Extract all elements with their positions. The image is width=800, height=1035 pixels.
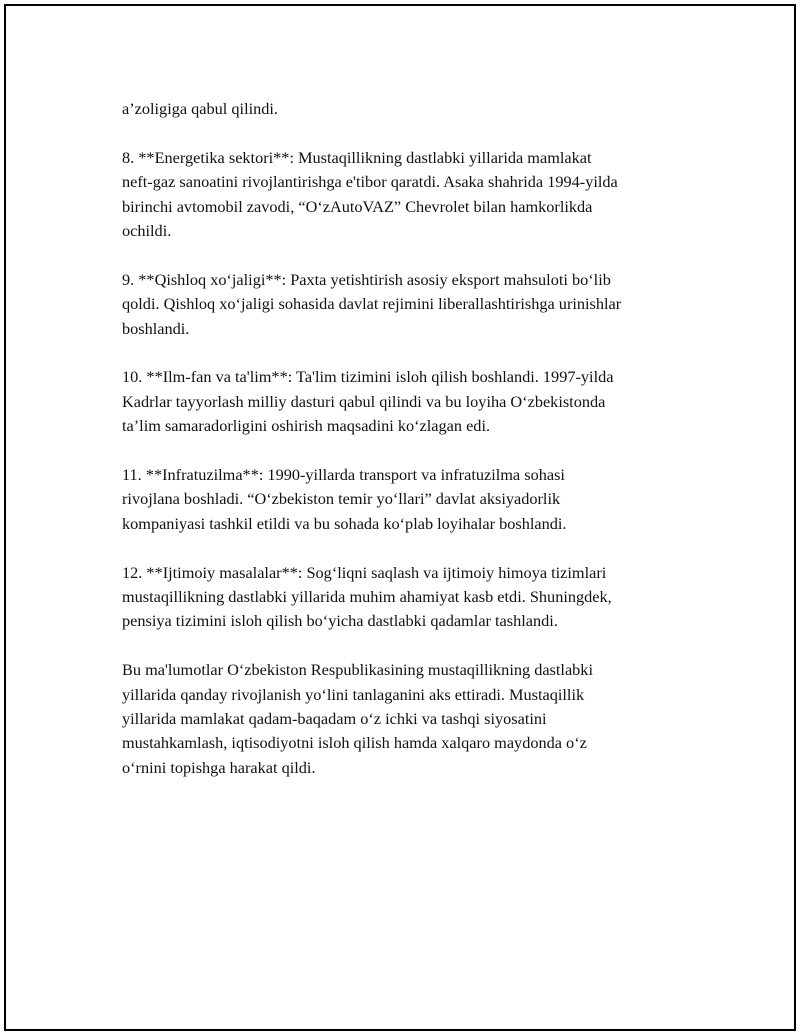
- paragraph-agriculture: 9. **Qishloq xo‘jaligi**: Paxta yetishtirish asosiy eksport mahsuloti bo‘lib qoldi. Qishloq xo‘jaligi sohasida davlat rejimini liberallashtirishga urinishlar boshlandi.: [122, 269, 622, 338]
- paragraph-energy-sector: 8. **Energetika sektori**: Mustaqillikning dastlabki yillarida mamlakat neft-gaz sanoatini rivojlantirishga e'tibor qaratdi. Asaka shahrida 1994-yilda birinchi avtomobil zavodi, “O‘zAutoVAZ” Chevrolet bilan hamkorlikda ochildi.: [122, 147, 618, 241]
- paragraph-social-issues: 12. **Ijtimoiy masalalar**: Sog‘liqni saqlash va ijtimoiy himoya tizimlari mustaqillikning dastlabki yillarida muhim ahamiyat kasb etdi. Shuningdek, pensiya tizimini isloh qilish bo‘yicha dastlabki qadamlar tashlandi.: [122, 562, 612, 631]
- paragraph-science-education: 10. **Ilm-fan va ta'lim**: Ta'lim tizimini isloh qilish boshlandi. 1997-yilda Kadrlar tayyorlash milliy dasturi qabul qilindi va bu loyiha O‘zbekistonda ta’lim samaradorligini oshirish maqsadini ko‘zlagan edi.: [122, 367, 614, 436]
- document-body: [122, 97, 692, 805]
- paragraph-continuation: a’zoligiga qabul qilindi.: [122, 99, 278, 118]
- page-frame: [4, 4, 796, 1031]
- paragraph-conclusion: Bu ma'lumotlar O‘zbekiston Respublikasining mustaqillikning dastlabki yillarida qanday rivojlanish yo‘lini tanlaganini aks ettiradi. Mustaqillik yillarida mamlakat qadam-baqadam o‘z ichki va tashqi siyosatini mustahkamlash, iqtisodiyotni isloh qilish hamda xalqaro maydonda o‘z o‘rnini topishga harakat qildi.: [122, 660, 593, 777]
- paragraph-infrastructure: 11. **Infratuzilma**: 1990-yillarda transport va infratuzilma sohasi rivojlana boshladi. “O‘zbekiston temir yo‘llari” davlat aksiyadorlik kompaniyasi tashkil etildi va bu sohada ko‘plab loyihalar boshlandi.: [122, 465, 567, 533]
